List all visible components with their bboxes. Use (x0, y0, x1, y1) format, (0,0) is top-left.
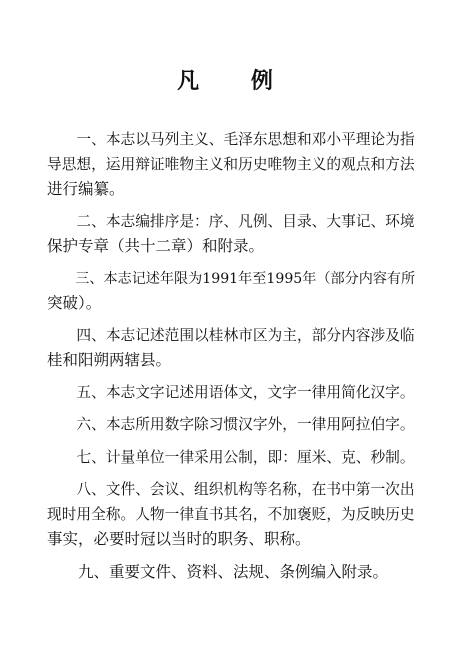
paragraph-4 (47, 324, 419, 373)
paragraph-line: 事实，必要时冠以当时的职务、职称。 (47, 530, 311, 548)
paragraph-line: 二、本志编排序是：序、凡例、目录、大事记、环境 (76, 212, 415, 230)
paragraph-line: 进行编纂。 (47, 180, 125, 198)
paragraph-line: 一、本志以马列主义、毛泽东思想和邓小平理论为指 (76, 131, 415, 148)
paragraph-9 (47, 560, 419, 585)
paragraph-5 (47, 381, 419, 406)
paragraph-line: 九、重要文件、资料、法规、条例编入附录。 (78, 562, 389, 581)
paragraph-line: 桂和阳朔两辖县。 (47, 351, 172, 369)
page-title: 凡 例 (177, 68, 295, 94)
paragraph-1 (47, 128, 419, 202)
paragraph-line: 三、本志记述年限为1991年至1995年（部分内容有所 (75, 270, 416, 287)
paragraph-8 (47, 478, 419, 552)
paragraph-line: 四、本志记述范围以桂林市区为主，部分内容涉及临 (76, 326, 415, 344)
paragraph-line: 五、本志文字记述用语体文，文字一律用简化汉字。 (76, 383, 415, 401)
paragraph-6 (47, 413, 419, 438)
paragraph-7 (47, 446, 419, 471)
paragraph-line: 六、本志所用数字除习惯汉字外，一律用阿拉伯字。 (76, 416, 415, 433)
document-body (47, 128, 419, 592)
paragraph-line: 导思想，运用辩证唯物主义和历史唯物主义的观点和方法 (47, 155, 415, 173)
paragraph-line: 突破）。 (47, 294, 102, 312)
paragraph-3 (47, 267, 419, 316)
paragraph-line: 保护专章（共十二章）和附录。 (47, 237, 265, 255)
paragraph-line: 现时用全称。人物一律直书其名，不加褒贬，为反映历史 (47, 505, 415, 523)
paragraph-line: 八、文件、会议、组织机构等名称，在书中第一次出 (76, 481, 415, 498)
paragraph-2 (47, 210, 419, 259)
paragraph-line: 七、计量单位一律采用公制，即：厘米、克、秒制。 (76, 448, 415, 466)
